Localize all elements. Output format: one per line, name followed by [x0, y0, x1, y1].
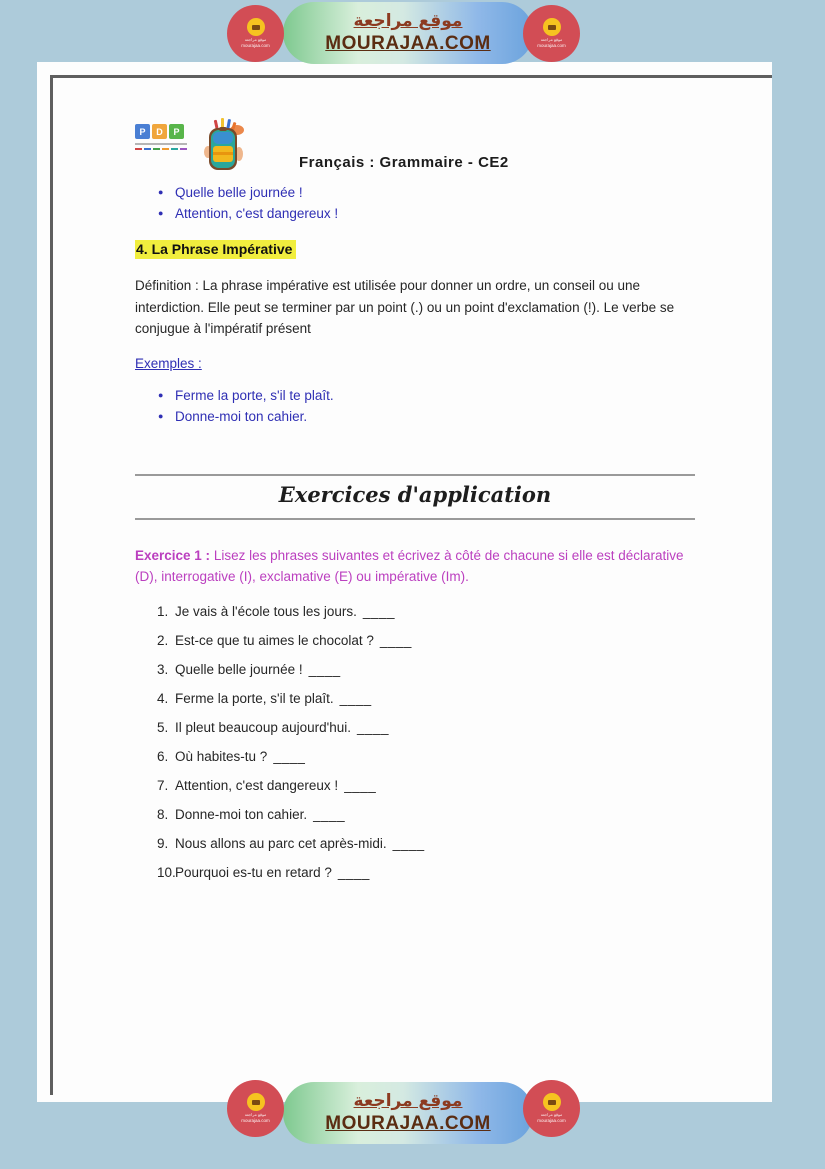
badge-domain-text: mourajaa.com	[537, 43, 566, 48]
site-name-arabic-link[interactable]: موقع مراجعة	[353, 11, 463, 31]
list-item: ● Attention, c'est dangereux !	[135, 203, 695, 224]
section-heading: 4. La Phrase Impérative	[135, 240, 296, 259]
site-name-arabic-link[interactable]: موقع مراجعة	[353, 1091, 463, 1111]
logo-caption-line	[135, 143, 187, 145]
logo-letter-icon: P	[169, 124, 184, 139]
exercise-item: 3. Quelle belle journée ! ____	[135, 659, 695, 680]
book-icon	[247, 18, 265, 36]
exercise-1-instructions-text: Lisez les phrases suivantes et écrivez à côté de chacune si elle est déclarative (D), interrogative (I), exclamative (E) ou impérative (Im).	[135, 547, 684, 584]
logo-caption-dashes	[135, 148, 189, 150]
site-badge-top-right	[523, 5, 580, 62]
site-url-link[interactable]: MOURAJAA.COM	[325, 1113, 491, 1134]
site-url-link[interactable]: MOURAJAA.COM	[325, 33, 491, 54]
exercise-item: 9. Nous allons au parc cet après-midi. ____	[135, 833, 695, 854]
exercise-item: 4. Ferme la porte, s'il te plaît. ____	[135, 688, 695, 709]
list-item: ● Quelle belle journée !	[135, 182, 695, 203]
book-icon	[543, 18, 561, 36]
exercises-section-title: Exercices d'application	[278, 481, 552, 507]
badge-domain-text: mourajaa.com	[241, 1118, 270, 1123]
exercise-item: 7. Attention, c'est dangereux ! ____	[135, 775, 695, 796]
book-icon	[247, 1093, 265, 1111]
logo-letter-icon: P	[135, 124, 150, 139]
document-header	[135, 116, 695, 176]
answer-blank: ____	[392, 835, 425, 851]
answer-blank: ____	[337, 864, 370, 880]
site-banner-bottom	[283, 1082, 533, 1144]
exercise-item: 8. Donne-moi ton cahier. ____	[135, 804, 695, 825]
exercise-item: 10. Pourquoi es-tu en retard ? ____	[135, 862, 695, 883]
list-item: ● Donne-moi ton cahier.	[135, 406, 695, 427]
exercise-1-instructions	[135, 545, 695, 587]
answer-blank: ____	[344, 777, 377, 793]
examples-list	[135, 385, 695, 427]
badge-arabic-text: موقع مراجعة	[244, 1112, 267, 1117]
badge-arabic-text: موقع مراجعة	[244, 37, 267, 42]
answer-blank: ____	[313, 806, 346, 822]
site-badge-bottom-left	[227, 1080, 284, 1137]
logo-letter-icon: D	[152, 124, 167, 139]
badge-domain-text: mourajaa.com	[241, 43, 270, 48]
site-banner-top	[283, 2, 533, 64]
exercise-item: 1. Je vais à l'école tous les jours. ____	[135, 601, 695, 622]
exercise-1-label: Exercice 1 :	[135, 547, 211, 563]
site-badge-bottom-right	[523, 1080, 580, 1137]
document-content	[135, 116, 695, 891]
examples-label: Exemples :	[135, 355, 202, 371]
exercise-1-item-list	[135, 601, 695, 883]
badge-arabic-text: موقع مراجعة	[540, 37, 563, 42]
list-item: ● Ferme la porte, s'il te plaît.	[135, 385, 695, 406]
intro-example-list	[135, 182, 695, 224]
exercise-item: 5. Il pleut beaucoup aujourd'hui. ____	[135, 717, 695, 738]
badge-arabic-text: موقع مراجعة	[540, 1112, 563, 1117]
answer-blank: ____	[339, 690, 372, 706]
answer-blank: ____	[273, 748, 306, 764]
document-title: Français : Grammaire - CE2	[299, 154, 509, 171]
horizontal-rule	[135, 474, 695, 476]
exercise-item: 6. Où habites-tu ? ____	[135, 746, 695, 767]
document-page	[37, 62, 772, 1102]
book-icon	[543, 1093, 561, 1111]
site-badge-top-left	[227, 5, 284, 62]
answer-blank: ____	[362, 603, 395, 619]
backpack-icon	[199, 116, 247, 174]
exercise-item: 2. Est-ce que tu aimes le chocolat ? ____	[135, 630, 695, 651]
answer-blank: ____	[308, 661, 341, 677]
badge-domain-text: mourajaa.com	[537, 1118, 566, 1123]
answer-blank: ____	[379, 632, 412, 648]
answer-blank: ____	[356, 719, 390, 735]
publisher-logo	[135, 124, 189, 176]
horizontal-rule	[135, 518, 695, 520]
definition-paragraph: Définition : La phrase impérative est utilisée pour donner un ordre, un conseil ou une interdiction. Elle peut se terminer par un point (.) ou un point d'exclamation (!). Le verbe se conjugue à l'impératif présent	[135, 278, 675, 336]
logo-squares	[135, 124, 189, 139]
